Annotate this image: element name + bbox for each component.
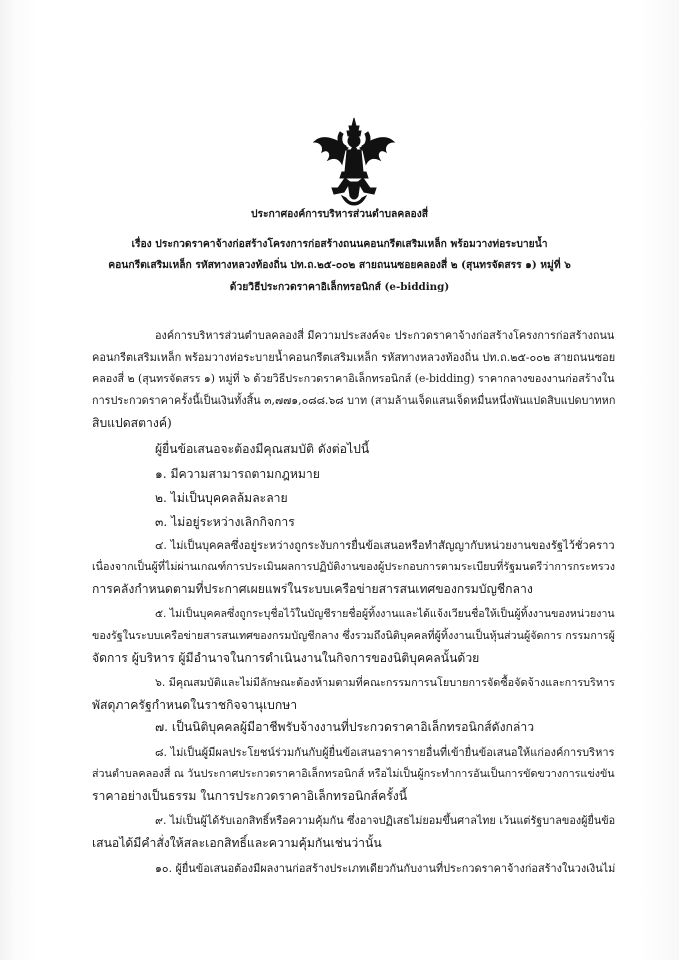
announcement-title: ประกาศองค์การบริหารส่วนตำบลคลองสี่: [250, 208, 429, 220]
qualification-item-8-line-2: ส่วนตำบลคลองสี่ ณ วันประกาศประกวดราคาอิเล็กทรอนิกส์ หรือไม่เป็นผู้กระทำการอันเป็นการขัดขวางการแข่งขัน: [92, 767, 615, 780]
subject-line-2: คอนกรีตเสริมเหล็ก รหัสทางหลวงท้องถิ่น ปท.ถ.๒๕-๐๐๒ สายถนนซอยคลองสี่ ๒ (สุนทรจัดสรร ๑) หมู่ที่ ๖: [108, 259, 571, 271]
intro-line-3: คลองสี่ ๒ (สุนทรจัดสรร ๑) หมู่ที่ ๖ ด้วยวิธีประกวดราคาอิเล็กทรอนิกส์ (e-bidding) ราคากลางของงานก่อสร้างใน: [92, 372, 615, 385]
subject-line-1: เรื่อง ประกวดราคาจ้างก่อสร้างโครงการก่อสร้างถนนคอนกรีตเสริมเหล็ก พร้อมวางท่อระบายน้ำ: [131, 238, 548, 250]
intro-line-2: คอนกรีตเสริมเหล็ก พร้อมวางท่อระบายน้ำคอนกรีตเสริมเหล็ก รหัสทางหลวงท้องถิ่น ปท.ถ.๒๕-๐๐๒ สายถนนซอย: [92, 351, 616, 364]
qualification-item-5-line-3: จัดการ ผู้บริหาร ผู้มีอำนาจในการดำเนินงานในกิจการของนิติบุคคลนั้นด้วย: [92, 651, 480, 665]
garuda-emblem-icon: [312, 116, 396, 210]
qualification-item-6-line-2: พัสดุภาครัฐกำหนดในราชกิจจานุเบกษา: [92, 698, 298, 712]
qualification-item-5-line-2: ของรัฐในระบบเครือข่ายสารสนเทศของกรมบัญชีกลาง ซึ่งรวมถึงนิติบุคคลที่ผู้ทิ้งงานเป็นหุ้นส่วนผู้จัดการ กรรมการผู้: [92, 629, 615, 642]
qualification-item-6-line-1: ๖. มีคุณสมบัติและไม่มีลักษณะต้องห้ามตามที่คณะกรรมการนโยบายการจัดซื้อจัดจ้างและการบริหาร: [155, 676, 615, 689]
qualification-item-4-line-3: การคลังกำหนดตามที่ประกาศเผยแพร่ในระบบเครือข่ายสารสนเทศของกรมบัญชีกลาง: [92, 582, 533, 596]
qualification-item-2: ๒. ไม่เป็นบุคคลล้มละลาย: [155, 491, 288, 505]
qualification-item-9-line-2: เสนอได้มีคำสั่งให้สละเอกสิทธิ์และความคุ้มกันเช่นว่านั้น: [92, 836, 382, 850]
intro-line-5: สิบแปดสตางค์): [92, 416, 172, 430]
qualification-item-4-line-1: ๔. ไม่เป็นบุคคลซึ่งอยู่ระหว่างถูกระงับการยื่นข้อเสนอหรือทำสัญญากับหน่วยงานของรัฐไว้ชั่วคราว: [155, 539, 615, 552]
qualification-item-4-line-2: เนื่องจากเป็นผู้ที่ไม่ผ่านเกณฑ์การประเมินผลการปฏิบัติงานของผู้ประกอบการตามระเบียบที่รัฐมนตรีว่าการกระทรวง: [92, 560, 615, 573]
qualification-item-9-line-1: ๙. ไม่เป็นผู้ได้รับเอกสิทธิ์หรือความคุ้มกัน ซึ่งอาจปฏิเสธไม่ยอมขึ้นศาลไทย เว้นแต่รัฐบาลของผู้ยื่นข้อ: [155, 814, 616, 827]
qualification-item-7: ๗. เป็นนิติบุคคลผู้มีอาชีพรับจ้างงานที่ประกวดราคาอิเล็กทรอนิกส์ดังกล่าว: [155, 720, 535, 734]
intro-line-4: การประกวดราคาครั้งนี้เป็นเงินทั้งสิ้น ๓,๗๗๑,๐๘๘.๖๘ บาท (สามล้านเจ็ดแสนเจ็ดหมื่นหนึ่งพันแปดสิบแปดบาทหก: [92, 394, 616, 407]
qualification-item-3: ๓. ไม่อยู่ระหว่างเลิกกิจการ: [155, 515, 295, 529]
qualification-item-5-line-1: ๕. ไม่เป็นบุคคลซึ่งถูกระบุชื่อไว้ในบัญชีรายชื่อผู้ทิ้งงานและได้แจ้งเวียนชื่อให้เป็นผู้ทิ้งงานของหน่วยงาน: [155, 608, 615, 620]
qualification-heading: ผู้ยื่นข้อเสนอจะต้องมีคุณสมบัติ ดังต่อไปนี้: [155, 442, 370, 456]
intro-line-1: องค์การบริหารส่วนตำบลคลองสี่ มีความประสงค์จะ ประกวดราคาจ้างก่อสร้างโครงการก่อสร้างถนน: [155, 329, 615, 342]
qualification-item-10-line-1: ๑๐. ผู้ยื่นข้อเสนอต้องมีผลงานก่อสร้างประเภทเดียวกันกับงานที่ประกวดราคาจ้างก่อสร้างในวงเงินไม่: [155, 862, 616, 875]
qualification-item-1: ๑. มีความสามารถตามกฎหมาย: [155, 467, 320, 481]
subject-line-3: ด้วยวิธีประกวดราคาอิเล็กทรอนิกส์ (e-bidding): [229, 281, 450, 293]
qualification-item-8-line-1: ๘. ไม่เป็นผู้มีผลประโยชน์ร่วมกันกับผู้ยื่นข้อเสนอราคารายอื่นที่เข้ายื่นข้อเสนอให้แก่องค์การบริหาร: [155, 746, 615, 759]
qualification-item-8-line-3: ราคาอย่างเป็นธรรม ในการประกวดราคาอิเล็กทรอนิกส์ครั้งนี้: [92, 789, 408, 803]
